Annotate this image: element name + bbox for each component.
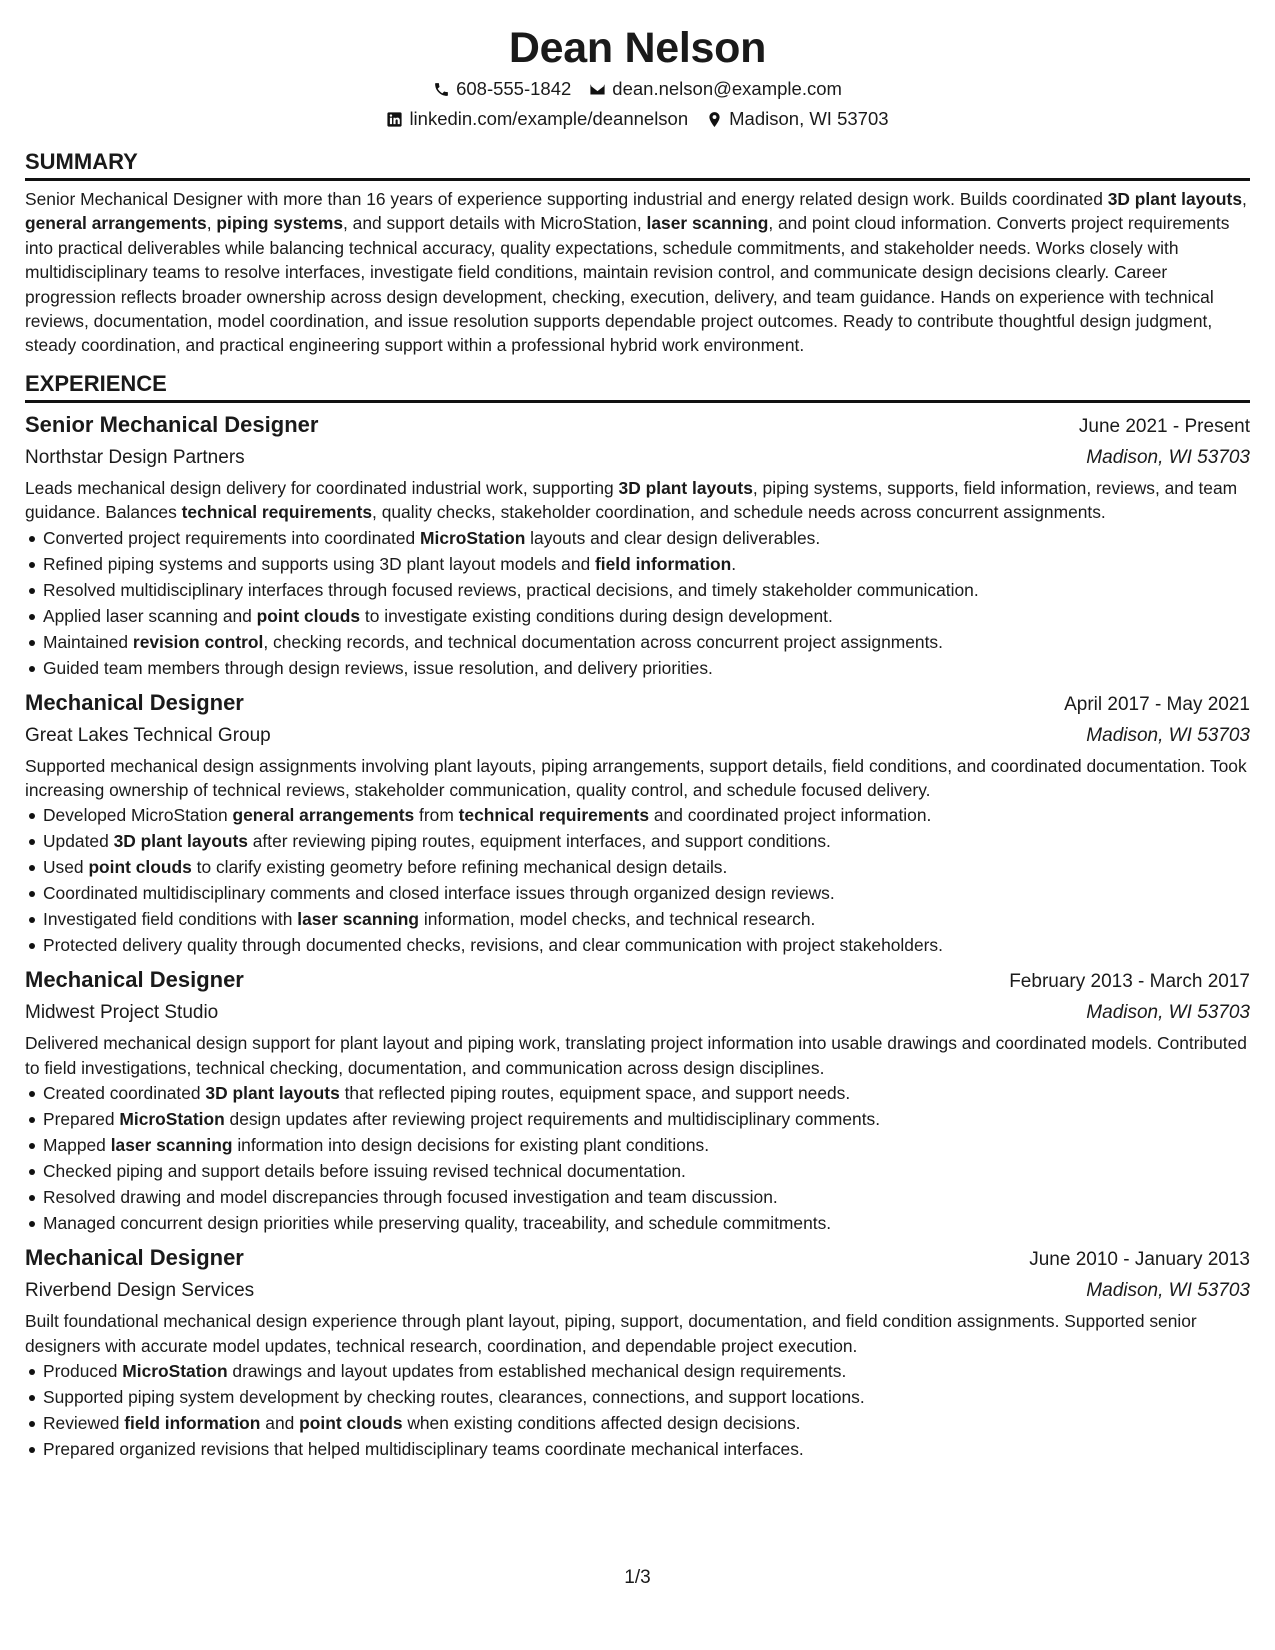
job-bullets xyxy=(25,1080,1250,1236)
company-name: Riverbend Design Services xyxy=(25,1280,255,1302)
job-entry xyxy=(25,1242,1250,1462)
job-location: Madison, WI 53703 xyxy=(1086,446,1250,468)
job-location: Madison, WI 53703 xyxy=(1086,1002,1250,1024)
page-number: 1/3 xyxy=(624,1567,651,1588)
job-subheader xyxy=(25,1276,1250,1306)
bullet-item: Investigated field conditions with laser scanning information, model checks, and technical research. xyxy=(25,906,1250,932)
job-dates: April 2017 - May 2021 xyxy=(1064,693,1250,715)
bullet-item: Prepared MicroStation design updates after reviewing project requirements and multidisciplinary comments. xyxy=(25,1106,1250,1132)
job-subheader xyxy=(25,443,1250,473)
job-dates: June 2010 - January 2013 xyxy=(1029,1249,1250,1271)
job-bullets xyxy=(25,525,1250,681)
bullet-item: Updated 3D plant layouts after reviewing piping routes, equipment interfaces, and support conditions. xyxy=(25,828,1250,854)
job-title: Mechanical Designer xyxy=(25,689,244,715)
bullet-item: Prepared organized revisions that helped multidisciplinary teams coordinate mechanical interfaces. xyxy=(25,1436,1250,1462)
bullet-item: Checked piping and support details before issuing revised technical documentation. xyxy=(25,1158,1250,1184)
job-location: Madison, WI 53703 xyxy=(1086,1280,1250,1302)
summary-heading: SUMMARY xyxy=(25,148,1250,181)
location-contact xyxy=(706,104,888,134)
phone-icon xyxy=(433,81,450,98)
company-name: Great Lakes Technical Group xyxy=(25,724,271,746)
job-dates: February 2013 - March 2017 xyxy=(1009,971,1250,993)
candidate-name: Dean Nelson xyxy=(508,24,767,72)
email-address[interactable]: dean.nelson@example.com xyxy=(612,78,842,99)
bullet-item: Maintained revision control, checking records, and technical documentation across concurrent project assignments. xyxy=(25,629,1250,655)
company-name: Northstar Design Partners xyxy=(25,446,245,468)
experience-heading: EXPERIENCE xyxy=(25,370,1250,403)
contact-row-secondary xyxy=(25,104,1250,134)
linkedin-icon xyxy=(386,111,403,128)
map-pin-icon xyxy=(706,111,723,128)
job-summary: Supported mechanical design assignments involving plant layouts, piping arrangements, support details, field conditions, and coordinated documentation. Took increasing ownership of technical reviews, stakeholder communication, quality control, and schedule focused delivery. xyxy=(25,755,1247,801)
phone-number: 608-555-1842 xyxy=(456,78,572,99)
bullet-item: Refined piping systems and supports using 3D plant layout models and field information. xyxy=(25,551,1250,577)
job-entry xyxy=(25,409,1250,681)
job-header xyxy=(25,687,1250,721)
bullet-item: Protected delivery quality through documented checks, revisions, and clear communication with project stakeholders. xyxy=(25,932,1250,958)
job-title: Mechanical Designer xyxy=(25,967,244,993)
envelope-icon xyxy=(589,81,606,98)
company-name: Midwest Project Studio xyxy=(25,1002,219,1024)
job-subheader xyxy=(25,721,1250,751)
resume-page xyxy=(25,22,1250,1462)
job-title: Mechanical Designer xyxy=(25,1245,244,1271)
job-summary: Built foundational mechanical design experience through plant layout, piping, support, documentation, and field condition assignments. Supported senior designers with accurate model updates, technical research, coordination, and dependable project execution. xyxy=(25,1311,1197,1356)
summary-paragraph: Senior Mechanical Designer with more than 16 years of experience supporting industrial and energy related design work. Builds coordinated 3D plant layouts, general arrangements, piping systems, and support details with MicroStation, laser scanning, and point cloud information. Converts project requirements into practical deliverables while balancing technical accuracy, quality expectations, schedule commitments, and stakeholder needs. Works closely with multidisciplinary teams to resolve interfaces, investigate field conditions, maintain revision control, and communicate design decisions clearly. Career progression reflects broader ownership across design development, checking, execution, delivery, and team guidance. Hands on experience with technical reviews, documentation, model coordination, and issue resolution supports dependable project outcomes. Ready to contribute thoughtful design judgment, steady coordination, and practical engineering support within a professional hybrid work environment. xyxy=(25,189,1247,356)
job-location: Madison, WI 53703 xyxy=(1086,724,1250,746)
bullet-item: Managed concurrent design priorities while preserving quality, traceability, and schedule commitments. xyxy=(25,1210,1250,1236)
location-text: Madison, WI 53703 xyxy=(729,108,889,129)
job-bullets xyxy=(25,802,1250,958)
linkedin-url[interactable]: linkedin.com/example/deannelson xyxy=(409,108,689,129)
job-header xyxy=(25,409,1250,443)
bullet-item: Supported piping system development by checking routes, clearances, connections, and support locations. xyxy=(25,1384,1250,1410)
experience-list xyxy=(25,409,1250,1462)
bullet-item: Applied laser scanning and point clouds to investigate existing conditions during design development. xyxy=(25,603,1250,629)
bullet-item: Used point clouds to clarify existing geometry before refining mechanical design details. xyxy=(25,854,1250,880)
job-dates: June 2021 - Present xyxy=(1078,415,1250,437)
bullet-item: Resolved drawing and model discrepancies through focused investigation and team discussion. xyxy=(25,1184,1250,1210)
phone-contact xyxy=(433,74,571,104)
bullet-item: Guided team members through design reviews, issue resolution, and delivery priorities. xyxy=(25,655,1250,681)
job-bullets xyxy=(25,1358,1250,1462)
bullet-item: Converted project requirements into coordinated MicroStation layouts and clear design deliverables. xyxy=(25,525,1250,551)
contact-row-primary xyxy=(25,74,1250,104)
email-contact[interactable] xyxy=(589,74,842,104)
bullet-item: Developed MicroStation general arrangements from technical requirements and coordinated project information. xyxy=(25,802,1250,828)
linkedin-contact[interactable] xyxy=(386,104,688,134)
bullet-item: Reviewed field information and point clouds when existing conditions affected design decisions. xyxy=(25,1410,1250,1436)
job-entry xyxy=(25,687,1250,959)
bullet-item: Resolved multidisciplinary interfaces through focused reviews, practical decisions, and timely stakeholder communication. xyxy=(25,577,1250,603)
bullet-item: Mapped laser scanning information into design decisions for existing plant conditions. xyxy=(25,1132,1250,1158)
bullet-item: Created coordinated 3D plant layouts that reflected piping routes, equipment space, and support needs. xyxy=(25,1080,1250,1106)
job-entry xyxy=(25,964,1250,1236)
job-header xyxy=(25,1242,1250,1276)
bullet-item: Produced MicroStation drawings and layout updates from established mechanical design requirements. xyxy=(25,1358,1250,1384)
bullet-item: Coordinated multidisciplinary comments and closed interface issues through organized design reviews. xyxy=(25,880,1250,906)
job-header xyxy=(25,964,1250,998)
job-title: Senior Mechanical Designer xyxy=(25,411,319,437)
job-summary: Leads mechanical design delivery for coordinated industrial work, supporting 3D plant layouts, piping systems, supports, field information, reviews, and team guidance. Balances technical requirements, quality checks, stakeholder coordination, and schedule needs across concurrent assignments. xyxy=(25,477,1238,523)
job-summary: Delivered mechanical design support for plant layout and piping work, translating project information into usable drawings and coordinated models. Contributed to field investigations, technical checking, documentation, and communication across design disciplines. xyxy=(25,1033,1247,1078)
job-subheader xyxy=(25,998,1250,1028)
